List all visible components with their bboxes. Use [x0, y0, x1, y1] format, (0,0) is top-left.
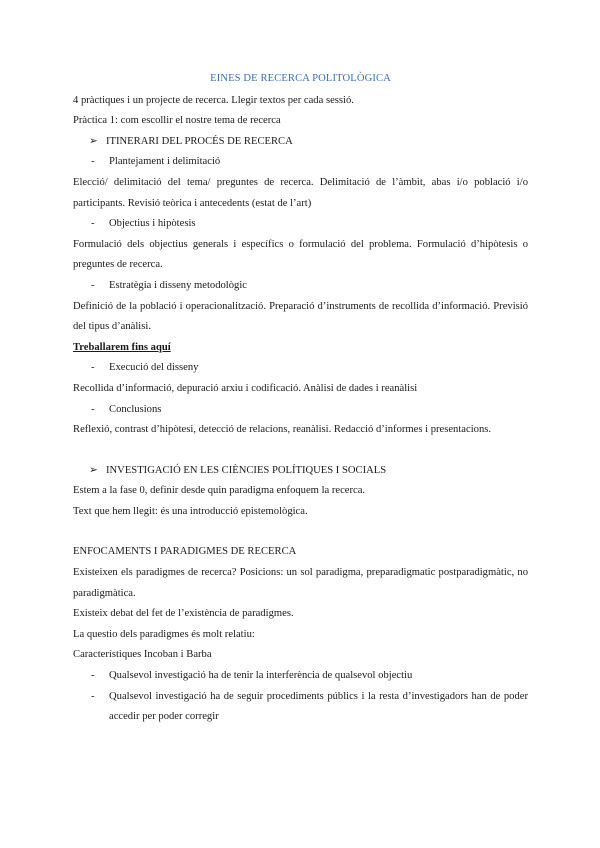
arrow-bullet-icon: ➢	[89, 464, 98, 476]
arrow-bullet-icon: ➢	[89, 135, 98, 147]
intro-line: 4 pràctiques i un projecte de recerca. Llegir textos per cada sessió.	[73, 94, 354, 106]
paragraph-line: Existeix debat del fet de l’existència de paradigmes.	[73, 608, 294, 620]
step-label: - Objectius i hipòtesis	[91, 218, 196, 230]
paragraph-line: Text que hem llegit: és una introducció epistemològica.	[73, 505, 308, 517]
step-label: - Estratègia i disseny metodològic	[91, 279, 247, 291]
step-label: - Plantejament i delimitació	[91, 156, 221, 168]
step-description: Definició de la població i operacionalització. Preparació d’instruments de recollida d’informació. Previsió del tipus d’anàlisi.	[73, 300, 528, 333]
paragraph-line: Estem a la fase 0, definir desde quin paradigma enfoquem la recerca.	[73, 485, 366, 497]
section-heading: ➢ ITINERARI DEL PROCÉS DE RECERCA	[73, 132, 528, 153]
step-label: - Conclusions	[91, 403, 162, 415]
intro-line: Pràctica 1: com escollir el nostre tema de recerca	[73, 115, 281, 127]
step-description: Reflexió, contrast d’hipòtesi, detecció de relacions, reanàlisi. Redacció d’informes i presentacions.	[73, 424, 492, 436]
step-description: Elecció/ delimitació del tema/ preguntes de recerca. Delimitació de l’àmbit, abas i/o població i/o participants. Revisió teòrica i antecedents (estat de l’art)	[73, 176, 528, 209]
section-heading: ➢ INVESTIGACIÓ EN LES CIÈNCIES POLÍTIQUES I SOCIALS	[73, 461, 528, 482]
paragraph: Existeixen els paradigmes de recerca? Posicions: un sol paradigma, preparadigmatic postparadigmàtic, no paradigmàtica.	[73, 567, 528, 599]
section-heading: ENFOCAMENTS I PARADIGMES DE RECERCA	[73, 546, 297, 558]
marker-note: Treballarem fins aquí	[73, 341, 171, 353]
document-title: EINES DE RECERCA POLITOLÒGICA	[210, 73, 391, 84]
list-item: - Qualsevol investigació ha de seguir procediments públics i la resta d’investigadors han de poder accedir per poder corregir	[91, 690, 528, 723]
paragraph-line: Característiques Incoban i Barba	[73, 649, 212, 661]
step-description: Formulació dels objectius generals i específics o formulació del problema. Formulació d’hipòtesis o preguntes de recerca.	[73, 238, 528, 271]
list-item: - Qualsevol investigació ha de tenir la interferència de qualsevol objectiu	[91, 670, 413, 682]
step-label: - Execució del disseny	[91, 362, 199, 374]
step-description: Recollida d’informació, depuració arxiu i codificació. Anàlisi de dades i reanàlisi	[73, 382, 418, 394]
paragraph-line: La questio dels paradigmes és molt relatiu:	[73, 628, 255, 640]
